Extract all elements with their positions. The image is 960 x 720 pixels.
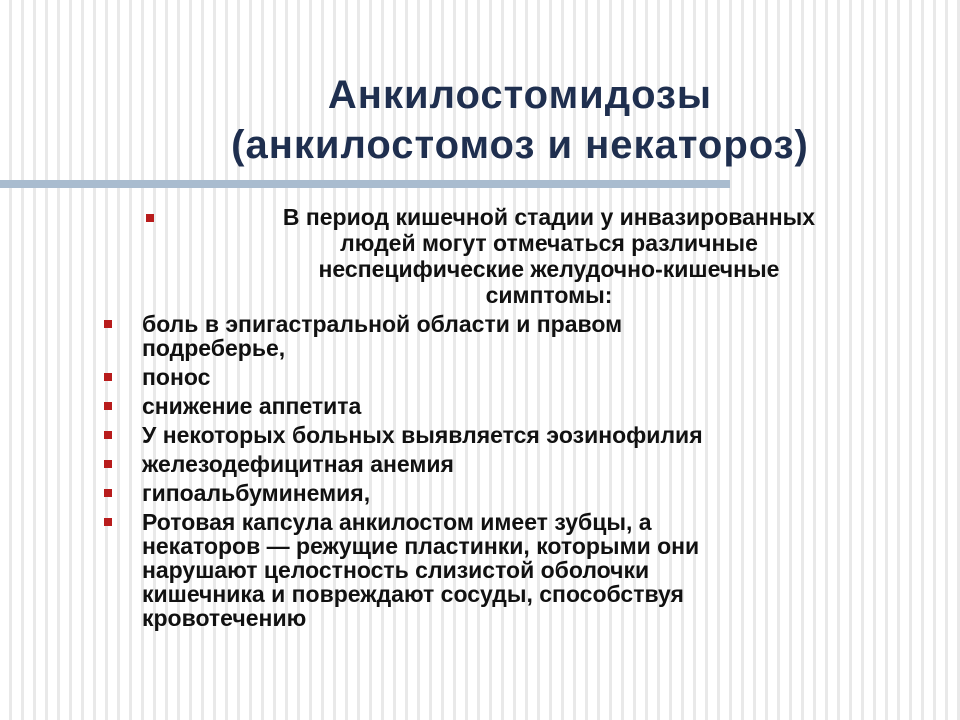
square-bullet-icon [104,460,112,468]
list-item-line: нарушают целостность слизистой оболочки [142,557,650,583]
square-bullet-icon [104,320,112,328]
list-item [104,423,924,447]
slide-title [120,70,920,170]
title-line-1: Анкилостомидозы [327,73,713,117]
list-item-line: боль в эпигастральной области и правом [142,311,623,337]
list-item-line: гипоальбуминемия, [142,480,371,506]
intro-line: симптомы: [485,282,613,308]
list-item-line: понос [142,364,211,390]
list-item-line: некаторов — режущие пластинки, которыми они [142,533,700,559]
list-item-line: У некоторых больных выявляется эозинофилия [142,422,703,448]
square-bullet-icon [104,431,112,439]
symptom-list [104,312,924,635]
title-divider [0,180,730,188]
list-item [104,394,924,418]
intro-paragraph [146,204,916,308]
square-bullet-icon [104,489,112,497]
intro-line: неспецифические желудочно-кишечные [318,256,780,282]
square-bullet-icon [104,402,112,410]
list-item [104,510,924,630]
list-item-line: железодефицитная анемия [142,451,454,477]
list-item-line: снижение аппетита [142,393,362,419]
intro-line: людей могут отмечаться различные [340,230,758,256]
list-item-line: подреберье, [142,335,286,361]
list-item [104,312,924,360]
square-bullet-icon [104,518,112,526]
square-bullet-icon [104,373,112,381]
list-item [104,365,924,389]
intro-text [182,204,916,308]
intro-line: В период кишечной стадии у инвазированных [282,204,816,230]
list-item [104,452,924,476]
list-item-line: кровотечению [142,605,307,631]
title-line-2: (анкилостомоз и некатороз) [231,123,809,167]
list-item-line: Ротовая капсула анкилостом имеет зубцы, а [142,509,652,535]
square-bullet-icon [146,214,154,222]
list-item-line: кишечника и повреждают сосуды, способствуя [142,581,684,607]
list-item [104,481,924,505]
